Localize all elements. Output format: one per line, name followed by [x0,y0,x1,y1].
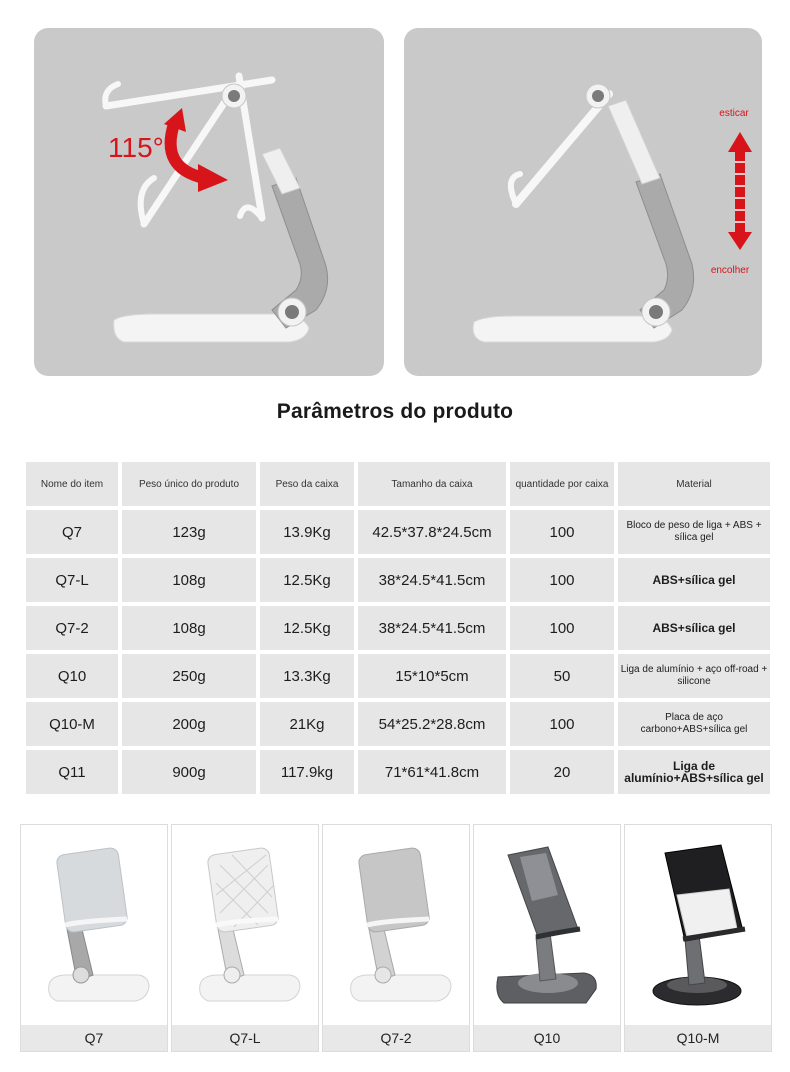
cell-box-weight: 21Kg [260,702,354,746]
stand-height-illustration [404,28,762,376]
table-row [26,606,770,650]
stand-image-q10-m [625,825,771,1025]
cell-qty: 20 [510,750,614,794]
shrink-label: encolher [710,265,750,276]
product-caption: Q10 [474,1025,620,1051]
cell-box-size: 42.5*37.8*24.5cm [358,510,506,554]
cell-weight: 900g [122,750,256,794]
table-row [26,750,770,794]
cell-box-weight: 117.9kg [260,750,354,794]
product-card-q10[interactable] [473,824,621,1052]
product-card-q7[interactable] [20,824,168,1052]
rotation-illustration-panel [34,28,384,376]
cell-weight: 200g [122,702,256,746]
product-caption: Q10-M [625,1025,771,1051]
stand-image-q7 [21,825,167,1025]
header-box-weight: Peso da caixa [260,462,354,506]
cell-material: Placa de aço carbono+ABS+sílica gel [618,702,770,746]
spec-table [22,458,774,798]
header-box-size: Tamanho da caixa [358,462,506,506]
header-unit-weight: Peso único do produto [122,462,256,506]
product-card-q7-2[interactable] [322,824,470,1052]
table-row [26,654,770,698]
cell-material: ABS+sílica gel [618,558,770,602]
table-row [26,702,770,746]
stand-image-q7-l [172,825,318,1025]
table-header-row [26,462,770,506]
product-card-q10-m[interactable] [624,824,772,1052]
cell-name: Q10-M [26,702,118,746]
cell-name: Q10 [26,654,118,698]
cell-box-size: 15*10*5cm [358,654,506,698]
product-card-q7-l[interactable] [171,824,319,1052]
cell-box-weight: 12.5Kg [260,606,354,650]
cell-box-size: 54*25.2*28.8cm [358,702,506,746]
cell-qty: 50 [510,654,614,698]
cell-name: Q7 [26,510,118,554]
height-adjust-illustration-panel [404,28,762,376]
product-caption: Q7 [21,1025,167,1051]
cell-weight: 108g [122,606,256,650]
stand-rotation-illustration [34,28,384,376]
product-caption: Q7-L [172,1025,318,1051]
rotation-angle-label: 115° [108,132,164,163]
cell-material: Liga de alumínio+ABS+sílica gel [618,750,770,794]
section-title: Parâmetros do produto [276,400,514,423]
cell-qty: 100 [510,606,614,650]
stand-image-q7-2 [323,825,469,1025]
cell-box-weight: 12.5Kg [260,558,354,602]
cell-name: Q7-2 [26,606,118,650]
cell-box-size: 38*24.5*41.5cm [358,606,506,650]
cell-weight: 123g [122,510,256,554]
cell-box-weight: 13.9Kg [260,510,354,554]
header-item-name: Nome do item [26,462,118,506]
stand-image-q10 [474,825,620,1025]
cell-material: Bloco de peso de liga + ABS + sílica gel [618,510,770,554]
stretch-label: esticar [719,108,749,119]
header-qty-per-box: quantidade por caixa [510,462,614,506]
table-row [26,510,770,554]
cell-box-size: 38*24.5*41.5cm [358,558,506,602]
product-gallery [20,824,772,1050]
hero-banner [34,28,762,376]
cell-box-size: 71*61*41.8cm [358,750,506,794]
cell-weight: 250g [122,654,256,698]
cell-name: Q11 [26,750,118,794]
table-row [26,558,770,602]
cell-material: ABS+sílica gel [618,606,770,650]
product-caption: Q7-2 [323,1025,469,1051]
cell-material: Liga de alumínio + aço off-road + silicone [618,654,770,698]
cell-qty: 100 [510,702,614,746]
cell-name: Q7-L [26,558,118,602]
cell-qty: 100 [510,510,614,554]
cell-weight: 108g [122,558,256,602]
cell-qty: 100 [510,558,614,602]
cell-box-weight: 13.3Kg [260,654,354,698]
header-material: Material [618,462,770,506]
